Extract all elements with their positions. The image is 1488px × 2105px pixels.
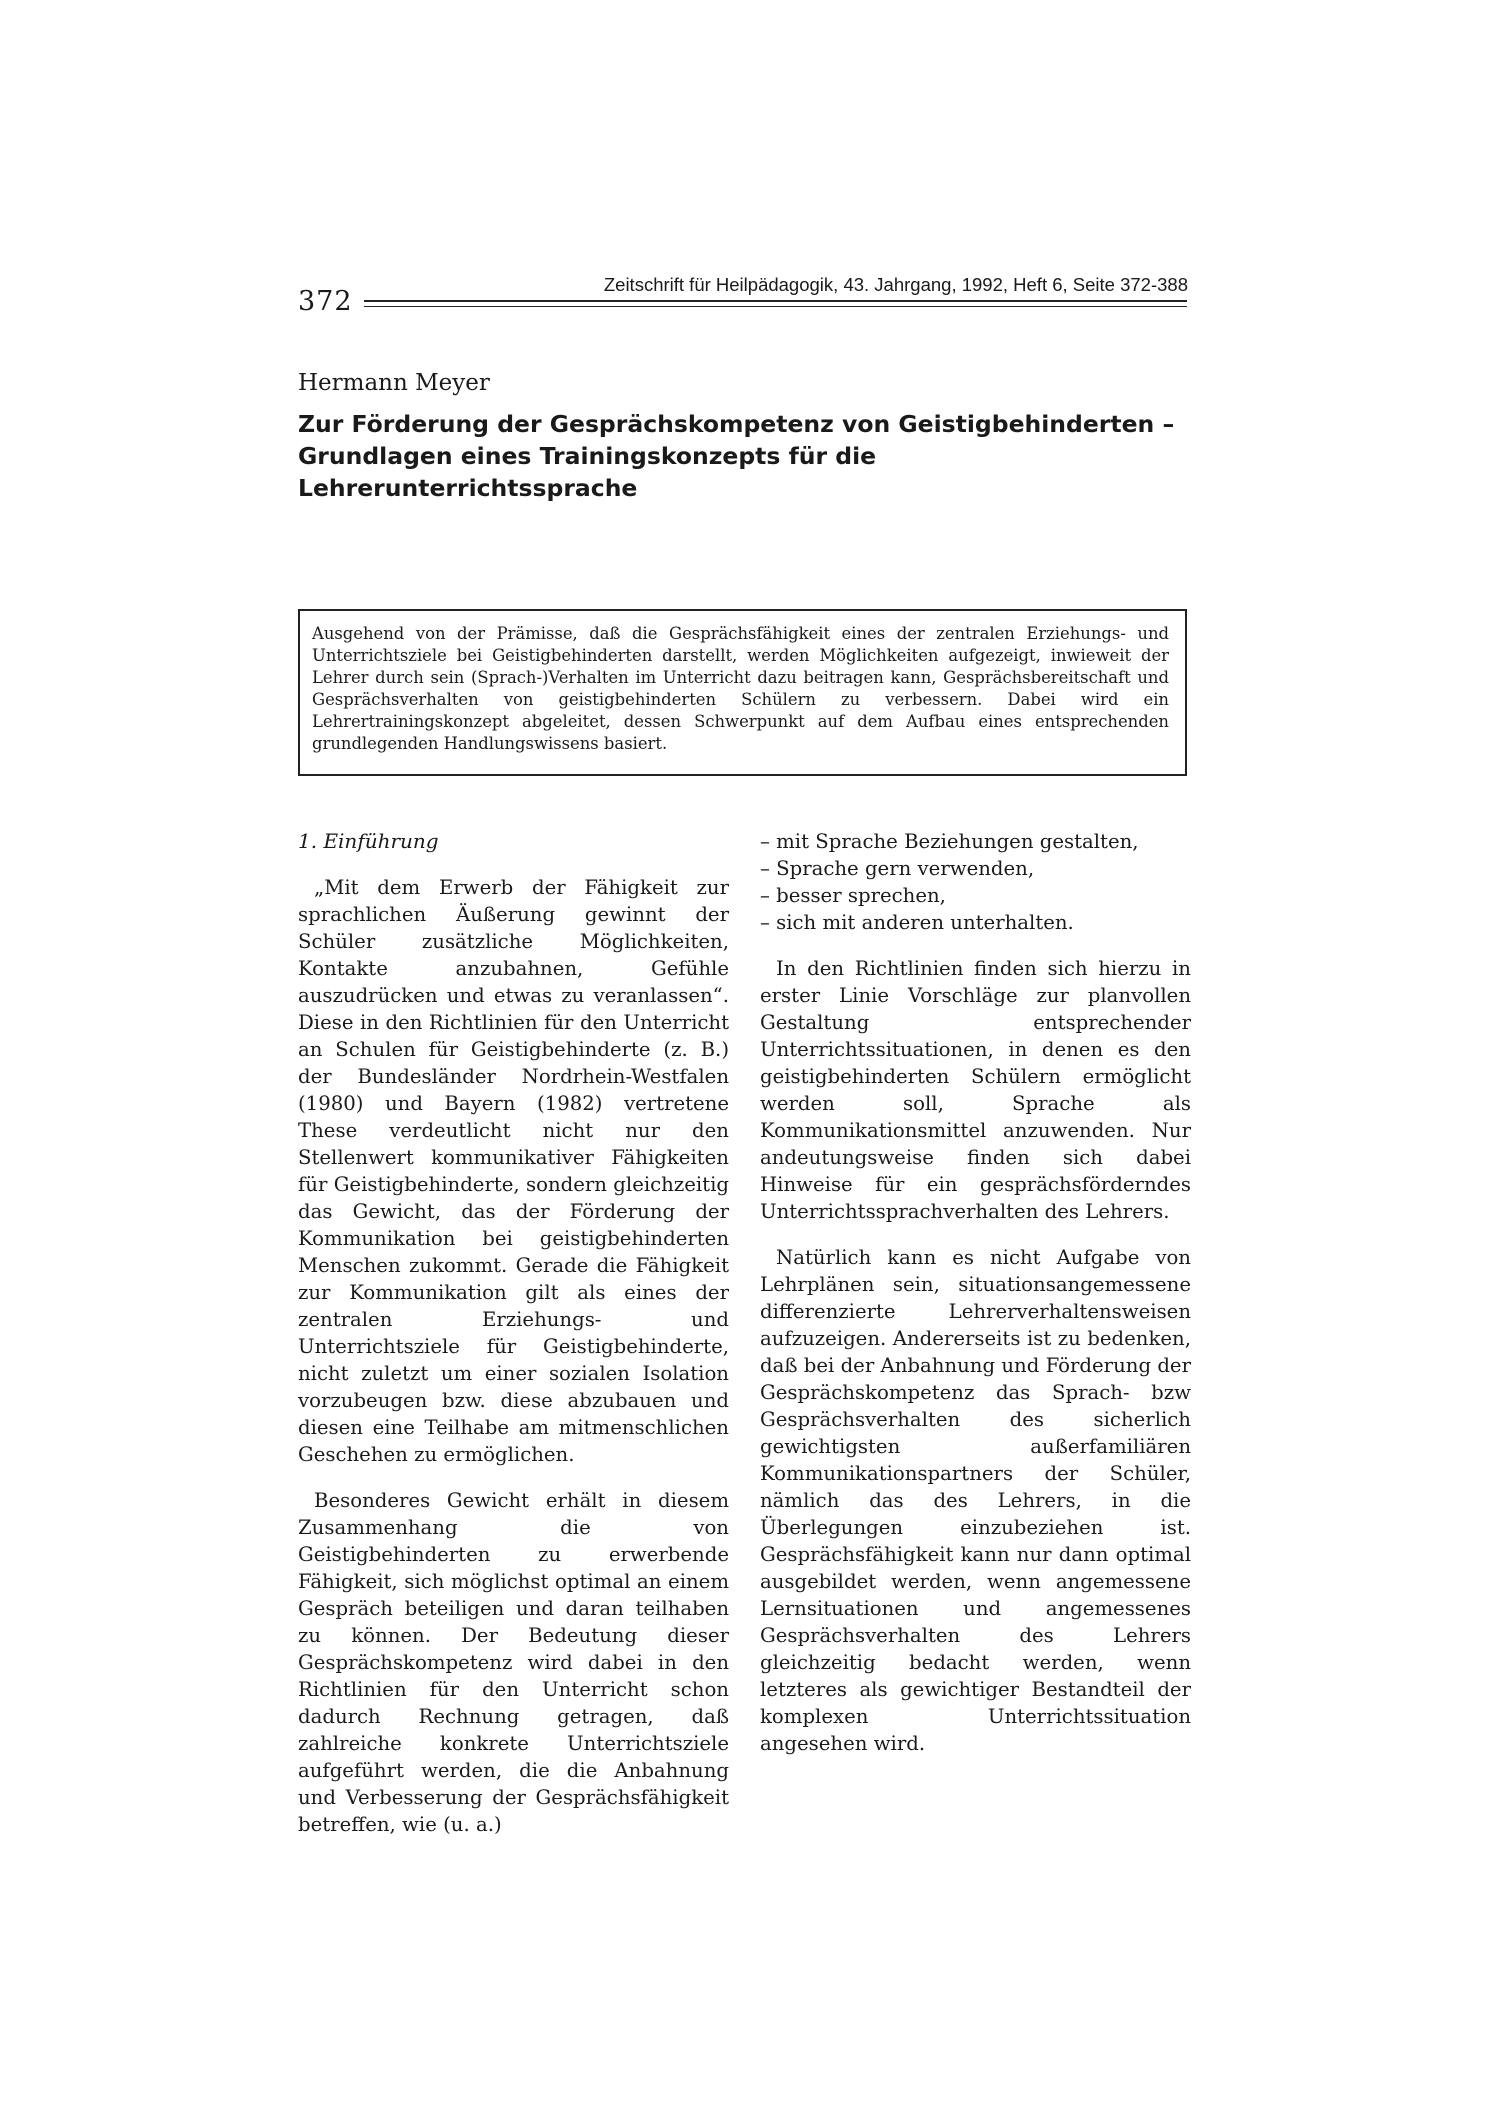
body-paragraph: „Mit dem Erwerb der Fähigkeit zur sprachlichen Äußerung gewinnt der Schüler zusätzliche Möglichkeiten, Kontakte anzubahnen, Gefühle auszudrücken und etwas zu veranlassen“. Diese in den Richtlinien für den Unterricht an Schulen für Geistigbehinderte (z. B.) der Bundesländer Nordrhein-Westfalen (1980) und Bayern (1982) vertretene These verdeutlicht nicht nur den Stellenwert kommunikativer Fähigkeiten für Geistigbehinderte, sondern gleichzeitig das Gewicht, das der Förderung der Kommunikation bei geistigbehinderten Menschen zukommt. Gerade die Fähigkeit zur Kommunikation gilt als eines der zentralen Erziehungs- und Unterrichtsziele für Geistigbehinderte, nicht zuletzt um einer sozialen Isolation vorzubeugen bzw. diese abzubauen und diesen eine Teilhabe am mitmenschlichen Geschehen zu ermöglichen. bbox=[298, 876, 729, 1466]
header-rule bbox=[364, 300, 1187, 307]
title-line-1: Zur Förderung der Gesprächskompetenz von Geistigbehinderten – bbox=[298, 410, 1175, 438]
abstract-box bbox=[298, 609, 1187, 776]
list-item: – Sprache gern verwenden, bbox=[760, 857, 1035, 880]
section-heading: 1. Einführung bbox=[298, 829, 439, 853]
page-number: 372 bbox=[298, 286, 353, 317]
list-item: – sich mit anderen unterhalten. bbox=[760, 911, 1074, 934]
title-line-2: Grundlagen eines Trainingskonzepts für die Lehrerunterrichtssprache bbox=[298, 442, 877, 502]
journal-citation: Zeitschrift für Heilpädagogik, 43. Jahrgang, 1992, Heft 6, Seite 372-388 bbox=[603, 274, 1188, 295]
abstract-text: Ausgehend von der Prämisse, daß die Gesprächsfähigkeit eines der zentralen Erziehungs- und Unterrichtsziele bei Geistigbehinderten darstellt, werden Möglichkeiten aufgezeigt, inwieweit der Lehrer durch sein (Sprach-)Verhalten im Unterricht dazu beitragen kann, Gesprächsbereitschaft und Gesprächsverhalten von geistigbehinderten Schülern zu verbessern. Dabei wird ein Lehrertrainingskonzept abgeleitet, dessen Schwerpunkt auf dem Aufbau eines entsprechenden grundlegenden Handlungswissens basiert. bbox=[312, 624, 1169, 753]
body-paragraph: Besonderes Gewicht erhält in diesem Zusammenhang die von Geistigbehinderten zu erwerbende Fähigkeit, sich möglichst optimal an einem Gespräch beteiligen und daran teilhaben zu können. Der Bedeutung dieser Gesprächskompetenz wird dabei in den Richtlinien für den Unterricht schon dadurch Rechnung getragen, daß zahlreiche konkrete Unterrichtsziele aufgeführt werden, die die Anbahnung und Verbesserung der Gesprächsfähigkeit betreffen, wie (u. a.) bbox=[298, 1489, 729, 1836]
author-name: Hermann Meyer bbox=[298, 370, 490, 396]
body-paragraph: Natürlich kann es nicht Aufgabe von Lehrplänen sein, situationsangemessene differenzierte Lehrerverhaltensweisen aufzuzeigen. Andererseits ist zu bedenken, daß bei der Anbahnung und Förderung der Gesprächskompetenz das Sprach- bzw Gesprächsverhalten des sicherlich gewichtigsten außerfamiliären Kommunikationspartners der Schüler, nämlich das des Lehrers, in die Überlegungen einzubeziehen ist. Gesprächsfähigkeit kann nur dann optimal ausgebildet werden, wenn angemessene Lernsituationen und angemessenes Gesprächsverhalten des Lehrers gleichzeitig bedacht werden, wenn letzteres als gewichtiger Bestandteil der komplexen Unterrichtssituation angesehen wird. bbox=[760, 1246, 1191, 1755]
right-column bbox=[760, 828, 1191, 1776]
goal-list bbox=[760, 828, 1191, 936]
article-title bbox=[298, 408, 1198, 504]
body-paragraph: In den Richtlinien finden sich hierzu in erster Linie Vorschläge zur planvollen Gestaltung entsprechender Unterrichtssituationen, in denen es den geistigbehinderten Schülern ermöglicht werden soll, Sprache als Kommunikationsmittel anzuwenden. Nur andeutungsweise finden sich dabei Hinweise für ein gesprächsförderndes Unterrichtssprachverhalten des Lehrers. bbox=[760, 957, 1191, 1223]
list-item: – besser sprechen, bbox=[760, 884, 946, 907]
left-column bbox=[298, 828, 729, 1857]
list-item: – mit Sprache Beziehungen gestalten, bbox=[760, 830, 1139, 853]
